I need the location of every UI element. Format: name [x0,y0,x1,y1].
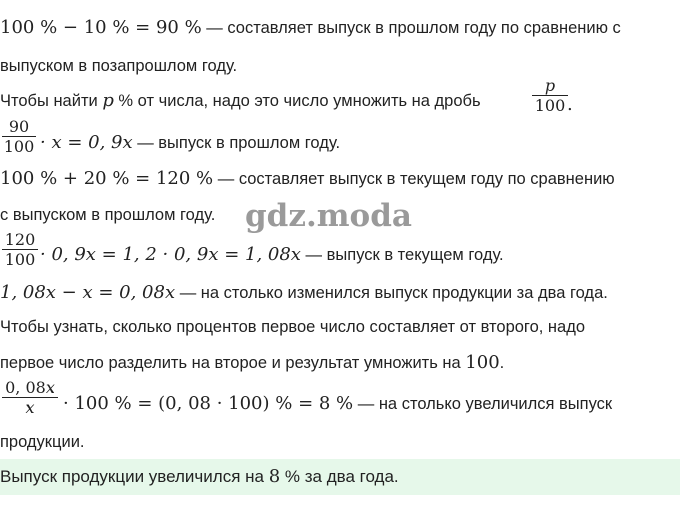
fraction-90-over-100 [2,117,36,156]
fraction-008x-over-x [2,378,58,417]
math-expression: 100 [465,352,500,373]
line-1 [0,17,621,38]
math-expression: 100 % + 20 % = 120 % [0,168,214,189]
answer-math: 8 [268,466,281,487]
watermark: gdz.moda [245,198,412,234]
fraction-denominator [2,398,58,417]
line-text: — на столько изменился выпуск продукции за два года. [175,284,608,302]
line-11 [63,393,612,414]
line-text: — составляет выпуск в текущем году по сравнению [213,170,615,188]
fraction-p-over-100 [532,76,568,115]
line-2 [0,57,237,76]
math-variable: p [102,90,114,111]
fraction-numerator: 90 [8,117,30,136]
line-text: с выпуском в прошлом году. [0,206,216,224]
math-expression: · 0, 9x = 1, 2 · 0, 9x = 1, 08x [40,244,301,265]
line-text: — на столько увеличился выпуск [353,395,613,413]
line-10 [0,352,504,373]
fraction-numerator: 120 [4,230,36,249]
fraction-denominator: 100 [4,250,36,269]
fraction-120-over-100 [2,230,38,269]
line-4 [40,132,340,153]
answer-text: Выпуск продукции увеличился на [0,467,269,486]
line-text: продукции. [0,433,85,451]
line-12 [0,433,85,452]
line-text: Чтобы найти [0,92,103,110]
fraction-numerator: p [544,76,556,95]
numerator-value: 0, 08 [5,378,46,397]
line-3 [0,90,481,111]
period: . [567,94,573,115]
line-3-end [567,94,573,115]
math-expression: 100 % − 10 % = 90 % [0,17,202,38]
math-expression: 1, 08x − x = 0, 08x [0,282,176,303]
line-text: — составляет выпуск в прошлом году по сравнению с [201,19,621,37]
line-text: — выпуск в прошлом году. [132,134,341,152]
answer-text: % за два года. [280,467,399,486]
period: . [499,354,505,372]
line-7 [40,244,504,265]
line-text: Чтобы узнать, сколько процентов первое число составляет от второго, надо [0,318,586,336]
line-5 [0,168,615,189]
fraction-denominator: 100 [3,137,35,156]
fraction-numerator [2,378,58,397]
fraction-denominator: 100 [534,96,566,115]
line-9 [0,318,585,337]
line-text: — выпуск в текущем году. [300,246,504,264]
line-text: выпуском в позапрошлом году. [0,57,238,75]
cancelled-variable: x [25,398,35,417]
cancelled-variable: x [45,378,55,397]
line-8 [0,282,608,303]
line-text: % от числа, надо это число умножить на дробь [113,92,481,110]
line-text: первое число разделить на второе и результат умножить на [0,354,466,372]
math-expression: · 100 % = (0, 08 · 100) % = 8 % [63,393,354,414]
math-expression: · x = 0, 9x [40,132,133,153]
line-6 [0,206,215,225]
answer-line [0,466,399,487]
